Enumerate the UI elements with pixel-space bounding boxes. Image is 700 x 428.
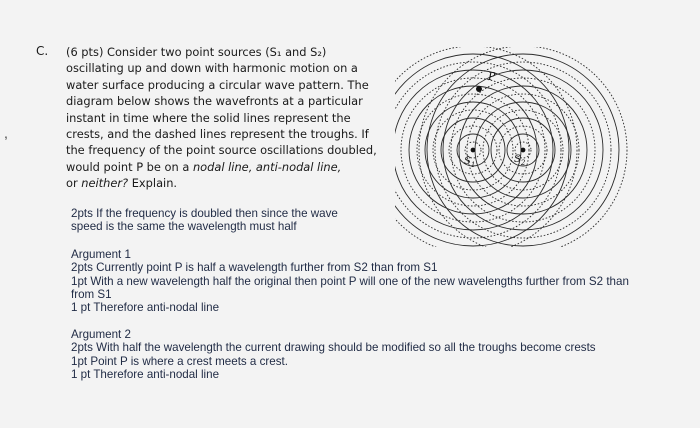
argument-1-title: Argument 1: [71, 247, 131, 261]
answer-text: [71, 207, 691, 381]
argument-2-title: Argument 2: [71, 327, 131, 341]
question-line-emphasis: neither?: [81, 176, 129, 191]
source-s2-label: $S_2$: [514, 154, 526, 167]
question-line: instant in time where the solid lines represent the: [66, 110, 351, 125]
answer-line: 2pts Currently point P is half a wavelength further from S2 than from S1: [71, 261, 438, 275]
question-line: the frequency of the point source oscillations doubled,: [66, 143, 377, 158]
source-s2-dot: [521, 148, 526, 153]
margin-mark: ,: [4, 125, 8, 141]
answer-line: 2pts With half the wavelength the current drawing should be modified so all the troughs become crests: [71, 341, 596, 355]
question-label: C.: [36, 44, 49, 58]
answer-line: 1pt With a new wavelength half the original then point P will one of the new wavelengths further from S2 than: [71, 274, 629, 288]
question-line-text: Explain.: [128, 176, 178, 191]
question-line: crests, and the dashed lines represent the troughs. If: [66, 127, 369, 142]
question-line: water surface producing a circular wave pattern. The: [66, 77, 369, 92]
question-line: [66, 159, 366, 175]
question-line-text: or: [66, 176, 82, 191]
answer-line: 2pts If the frequency is doubled then since the wave: [71, 207, 338, 220]
question-line: (6 pts) Consider two point sources (S₁ and S₂): [66, 45, 327, 59]
question-line: diagram below shows the wavefronts at a particular: [66, 94, 363, 109]
point-p-dot: [476, 86, 482, 92]
question-line: [66, 175, 366, 191]
source-s1-label: $S_1$: [464, 156, 476, 169]
source-s1-dot: [471, 148, 476, 153]
question-text: [66, 44, 377, 192]
question-line-text: would point P be on a: [66, 159, 193, 174]
answer-line: 1pt Point P is where a crest meets a crest.: [71, 354, 288, 368]
question-line: oscillating up and down with harmonic motion on a: [66, 61, 358, 76]
answer-line: 1 pt Therefore anti-nodal line: [71, 368, 220, 382]
question-line-emphasis: nodal line, anti-nodal line,: [192, 159, 342, 174]
point-p-label: P: [488, 70, 496, 83]
answer-line: 1 pt Therefore anti-nodal line: [71, 301, 220, 315]
answer-line: speed is the same the wavelength must half: [71, 220, 297, 234]
answer-line: from S1: [71, 288, 112, 302]
